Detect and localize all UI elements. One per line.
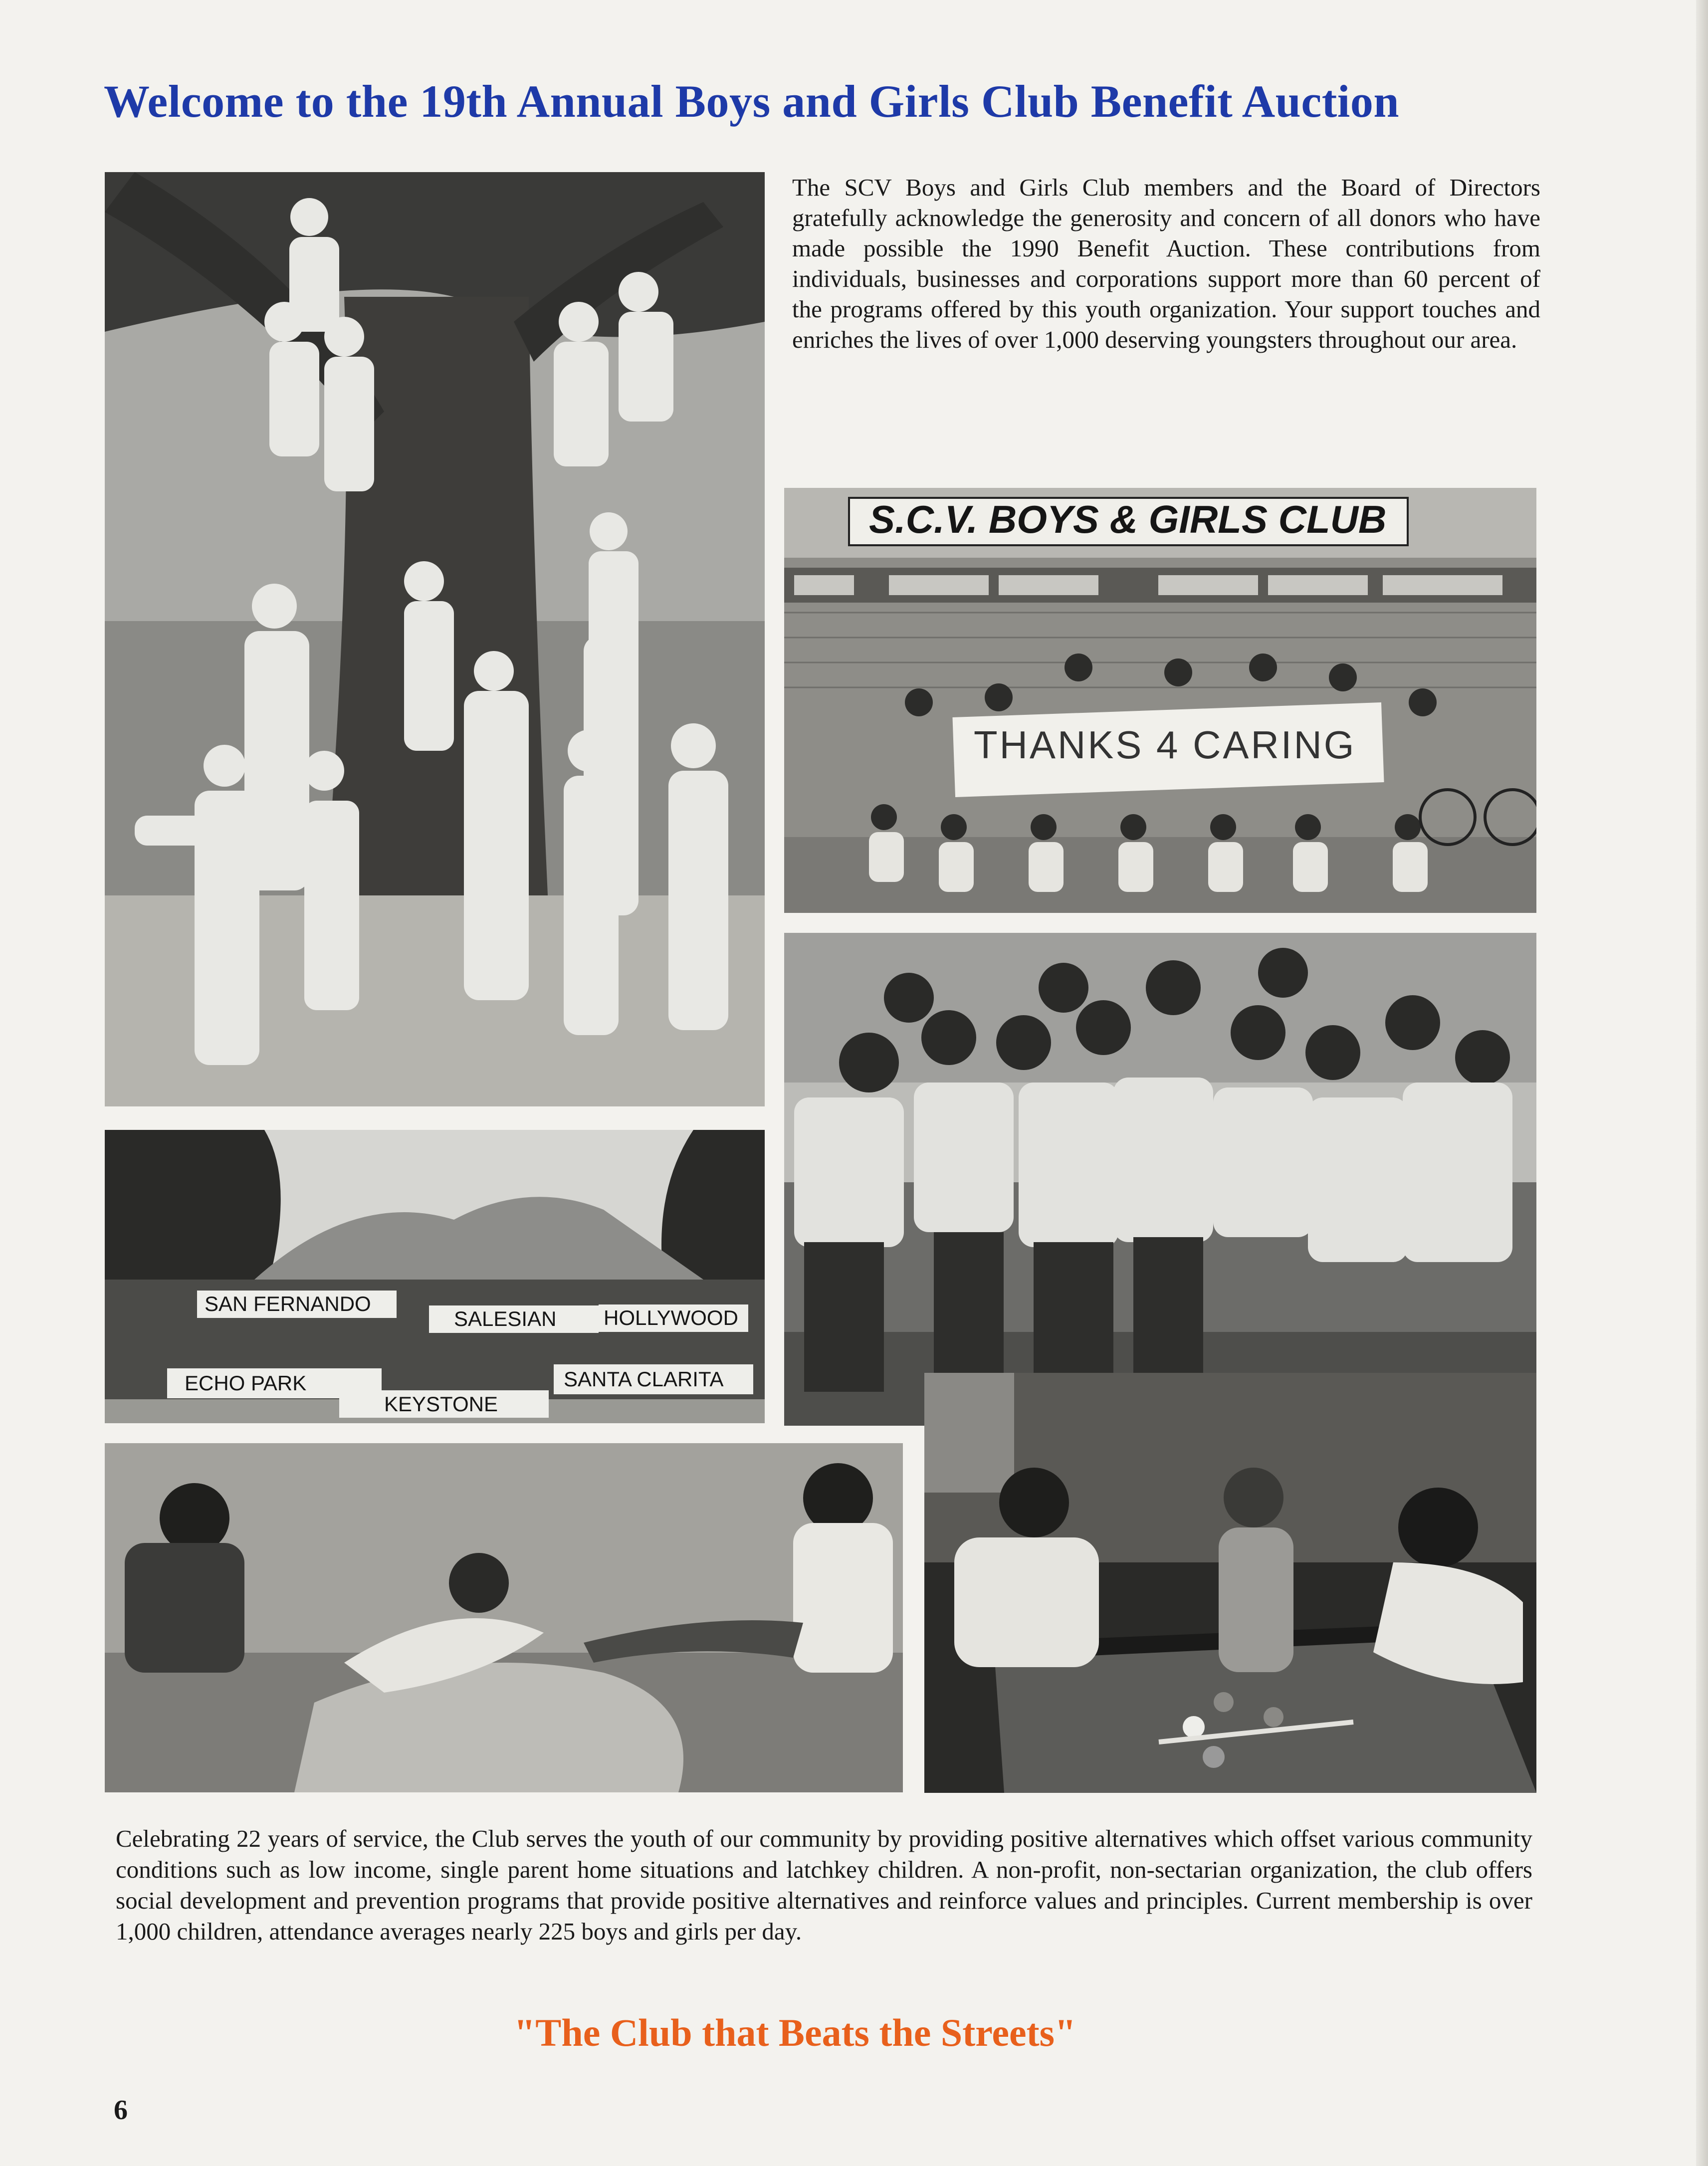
banner-hollywood: HOLLYWOOD [604,1306,738,1329]
tree-group-photo [105,172,765,1106]
banner-echo-park: ECHO PARK [185,1371,307,1395]
pool-table-photo [924,1373,1536,1793]
clubs-banners-photo [105,1130,765,1423]
banner-santa-clarita: SANTA CLARITA [564,1367,724,1391]
club-sign-text: S.C.V. BOYS & GIRLS CLUB [869,497,1387,541]
page-title: Welcome to the 19th Annual Boys and Girls Club Benefit Auction [104,76,1400,127]
beach-sand-photo [105,1443,903,1792]
page-number: 6 [114,2095,128,2126]
caption-paragraph: Celebrating 22 years of service, the Club serves the youth of our community by providing positive alternatives which offset various community conditions such as low income, single parent home situations and latchkey children. A non-profit, non-sectarian organization, the club offers social development and prevention programs that provide positive alternatives and reinforce values and principles. Current membership is over 1,000 children, attendance averages nearly 225 boys and girls per day. [116,1825,1532,1945]
banner-san-fernando: SAN FERNANDO [205,1292,371,1315]
club-building-photo [784,488,1536,913]
intro-paragraph: The SCV Boys and Girls Club members and the Board of Directors gratefully acknowledge the generosity and concern of all donors who have made possible the 1990 Benefit Auction. These contributions from individuals, businesses and corporations support more than 60 percent of the programs offered by this youth organization. Your support touches and enriches the lives of over 1,000 deserving youngsters throughout our area. [792,174,1540,353]
page-edge [1696,0,1708,2166]
slogan: "The Club that Beats the Streets" [514,2011,1076,2054]
beach-group-photo [784,933,1536,1426]
banner-keystone: KEYSTONE [384,1392,498,1416]
thanks-banner-text: THANKS 4 CARING [974,723,1356,767]
banner-salesian: SALESIAN [454,1307,557,1330]
